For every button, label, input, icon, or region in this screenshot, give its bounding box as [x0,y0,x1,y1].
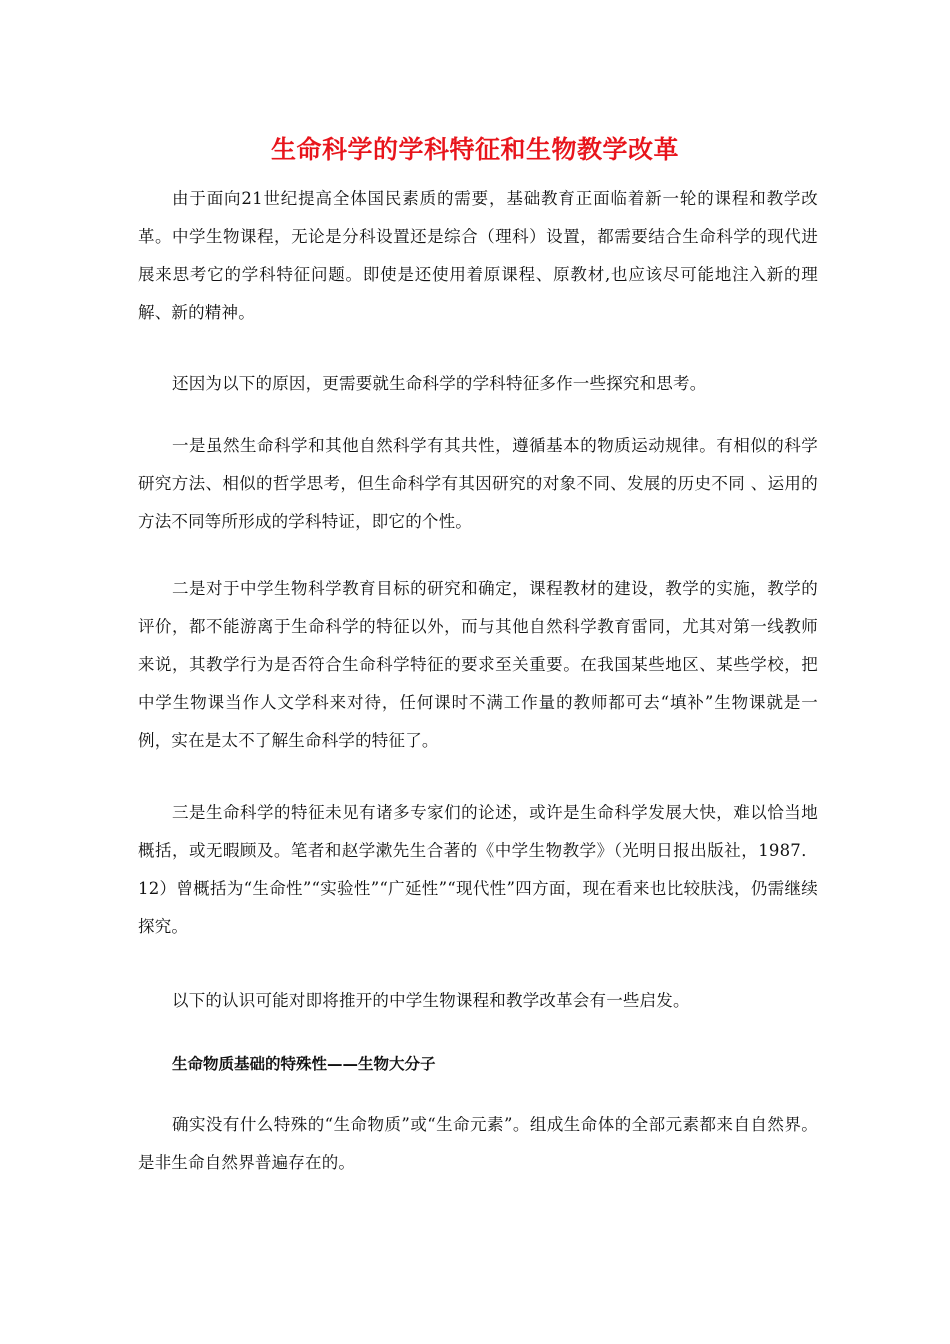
paragraph-reason-two: 二是对于中学生物科学教育目标的研究和确定，课程教材的建设，教学的实施，教学的评价，都不能游离于生命科学的特征以外，而与其他自然科学教育雷同，尤其对第一线教师来说，其教学行为是否符合生命科学特征的要求至关重要。在我国某些地区、某些学校，把中学生物课当作人文学科来对待，任何课时不满工作量的教师都可去“填补”生物课就是一例，实在是太不了解生命科学的特征了。 [138,579,818,750]
paragraph-reason-one: 一是虽然生命科学和其他自然科学有其共性，遵循基本的物质运动规律。有相似的科学研究方法、相似的哲学思考，但生命科学有其因研究的对象不同、发展的历史不同 、运用的方法不同等所形成的学科特证，即它的个性。 [138,436,818,531]
paragraph-transition: 以下的认识可能对即将推开的中学生物课程和教学改革会有一些启发。 [172,991,690,1010]
paragraph-section-body: 确实没有什么特殊的“生命物质”或“生命元素”。组成生命体的全部元素都来自自然界。是非生命自然界普遍存在的。 [138,1115,818,1172]
paragraph-intro: 由于面向21世纪提高全体国民素质的需要，基础教育正面临着新一轮的课程和教学改革。中学生物课程，无论是分科设置还是综合（理科）设置，都需要结合生命科学的现代进展来思考它的学科特征问题。即使是还使用着原课程、原教材,也应该尽可能地注入新的理解、新的精神。 [138,189,818,322]
document-title: 生命科学的学科特征和生物教学改革 [270,135,679,164]
paragraph-reasons: 还因为以下的原因，更需要就生命科学的学科特征多作一些探究和思考。 [172,374,707,393]
paragraph-reason-three: 三是生命科学的特征未见有诸多专家们的论述，或许是生命科学发展大快，难以恰当地概括，或无暇顾及。笔者和赵学漱先生合著的《中学生物教学》（光明日报出版社，1987．12）曾概括为“生命性”“实验性”“广延性”“现代性”四方面，现在看来也比较肤浅，仍需继续探究。 [138,803,818,936]
section-heading: 生命物质基础的特殊性——生物大分子 [172,1055,436,1073]
